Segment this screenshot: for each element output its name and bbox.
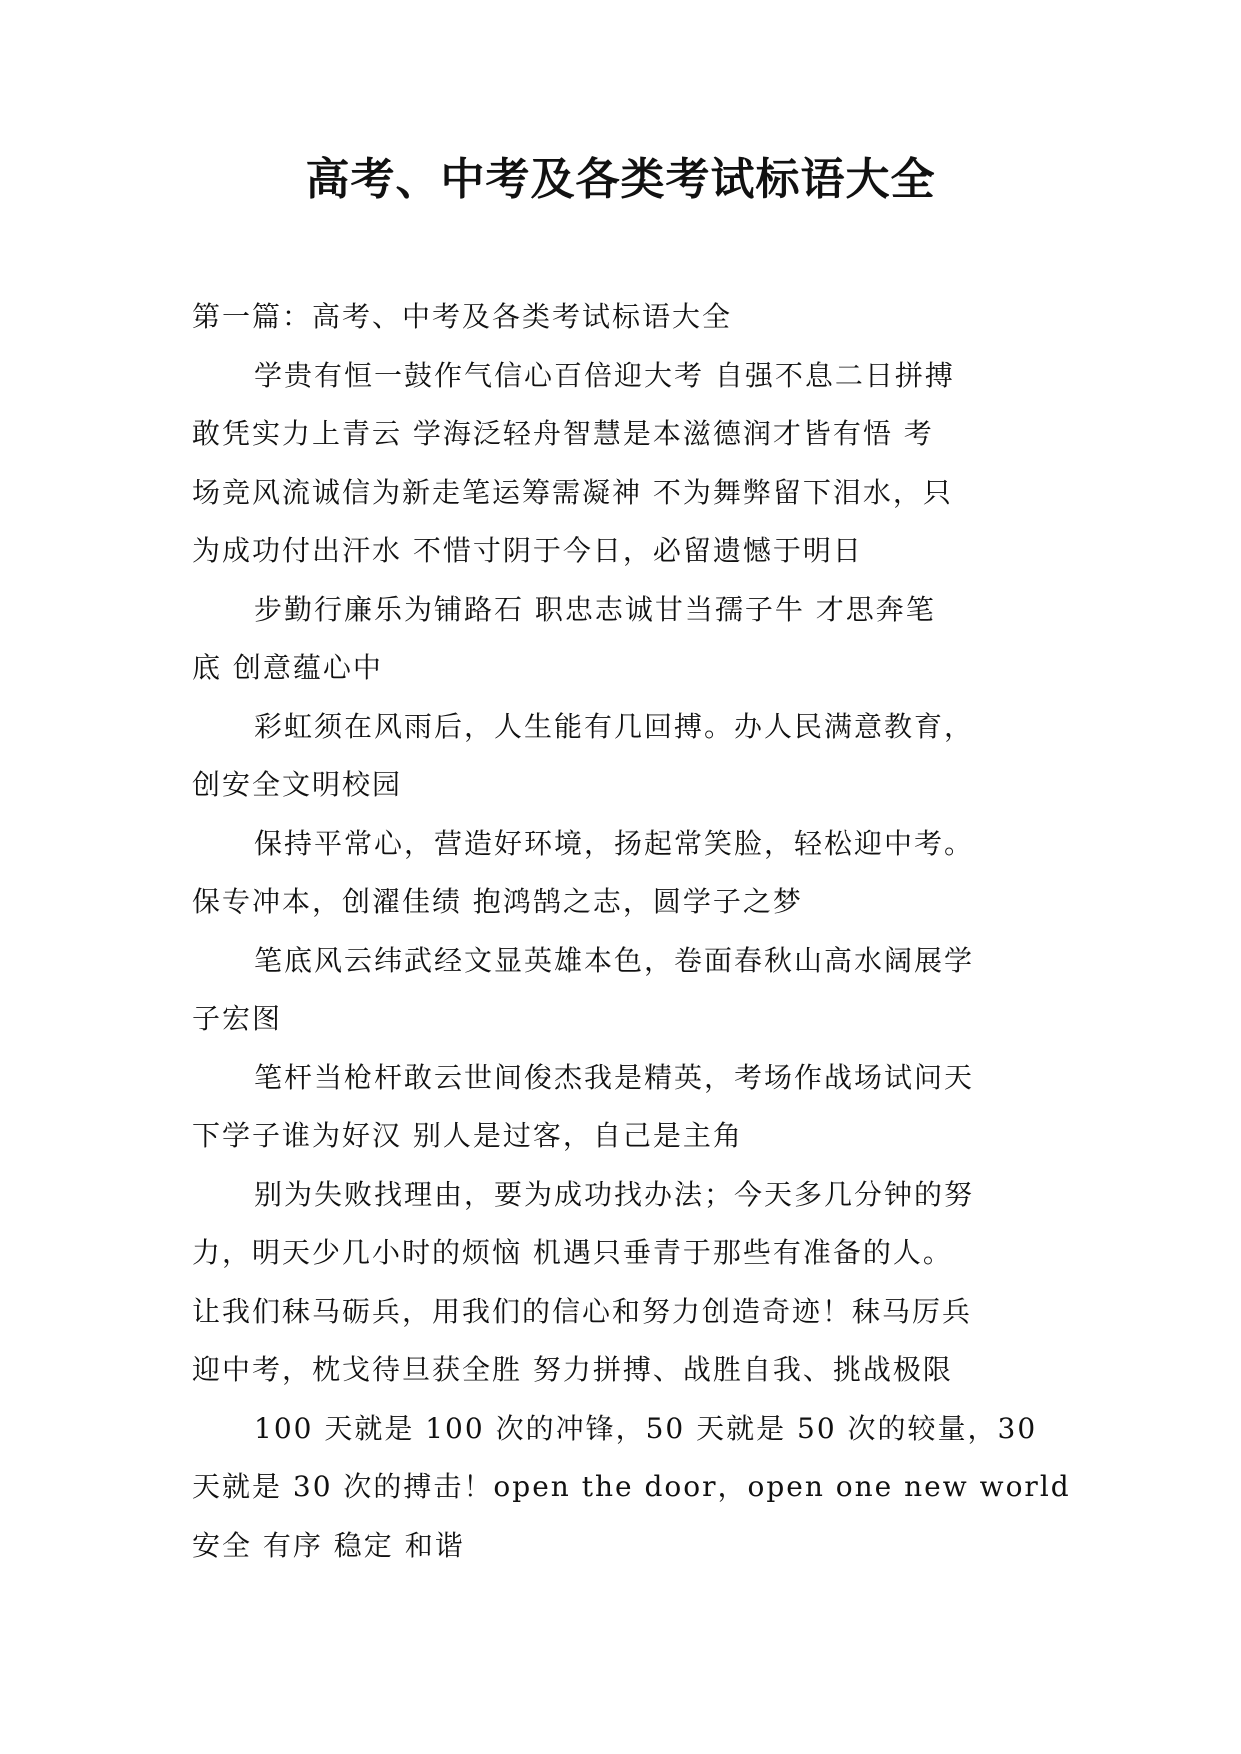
text-line: 下学子谁为好汉 别人是过客，自己是主角 <box>192 1119 743 1152</box>
text-line: 彩虹须在风雨后，人生能有几回搏。办人民满意教育， <box>254 709 975 743</box>
document-body <box>192 288 1071 1575</box>
text-line: 保专冲本，创濯佳绩 抱鸿鹄之志，圆学子之梦 <box>192 885 803 918</box>
text-line: 保持平常心，营造好环境，扬起常笑脸，轻松迎中考。 <box>254 826 975 860</box>
text-line: 第一篇：高考、中考及各类考试标语大全 <box>192 300 733 333</box>
text-line: 子宏图 <box>192 1002 283 1035</box>
text-line: 力，明天少几小时的烦恼 机遇只垂青于那些有准备的人。 <box>192 1236 953 1269</box>
text-line: 天就是 30 次的搏击！open the door，open one new world <box>192 1470 1071 1503</box>
text-line: 笔底风云纬武经文显英雄本色，卷面春秋山高水阔展学 <box>254 943 975 977</box>
page-title: 高考、中考及各类考试标语大全 <box>305 154 936 205</box>
text-line: 底 创意蕴心中 <box>192 651 383 684</box>
text-line: 学贵有恒一鼓作气信心百倍迎大考 自强不息二日拼搏 <box>254 358 955 392</box>
text-line: 敢凭实力上青云 学海泛轻舟智慧是本滋德润才皆有悟 考 <box>192 417 934 450</box>
text-line: 安全 有序 稳定 和谐 <box>192 1528 465 1562</box>
text-line: 为成功付出汗水 不惜寸阴于今日，必留遗憾于明日 <box>192 534 863 567</box>
text-line: 笔杆当枪杆敢云世间俊杰我是精英，考场作战场试问天 <box>254 1060 975 1094</box>
text-line: 创安全文明校园 <box>192 768 403 801</box>
text-line: 别为失败找理由，要为成功找办法；今天多几分钟的努 <box>254 1177 975 1211</box>
text-line: 100 天就是 100 次的冲锋，50 天就是 50 次的较量，30 <box>254 1411 1038 1445</box>
text-line: 迎中考，枕戈待旦获全胜 努力拼搏、战胜自我、挑战极限 <box>192 1353 953 1386</box>
text-line: 场竞风流诚信为新走笔运筹需凝神 不为舞弊留下泪水，只 <box>192 475 953 509</box>
text-line: 让我们秣马砺兵，用我们的信心和努力创造奇迹！秣马厉兵 <box>192 1294 973 1328</box>
text-line: 步勤行廉乐为铺路石 职忠志诚甘当孺子牛 才思奔笔 <box>254 592 936 626</box>
